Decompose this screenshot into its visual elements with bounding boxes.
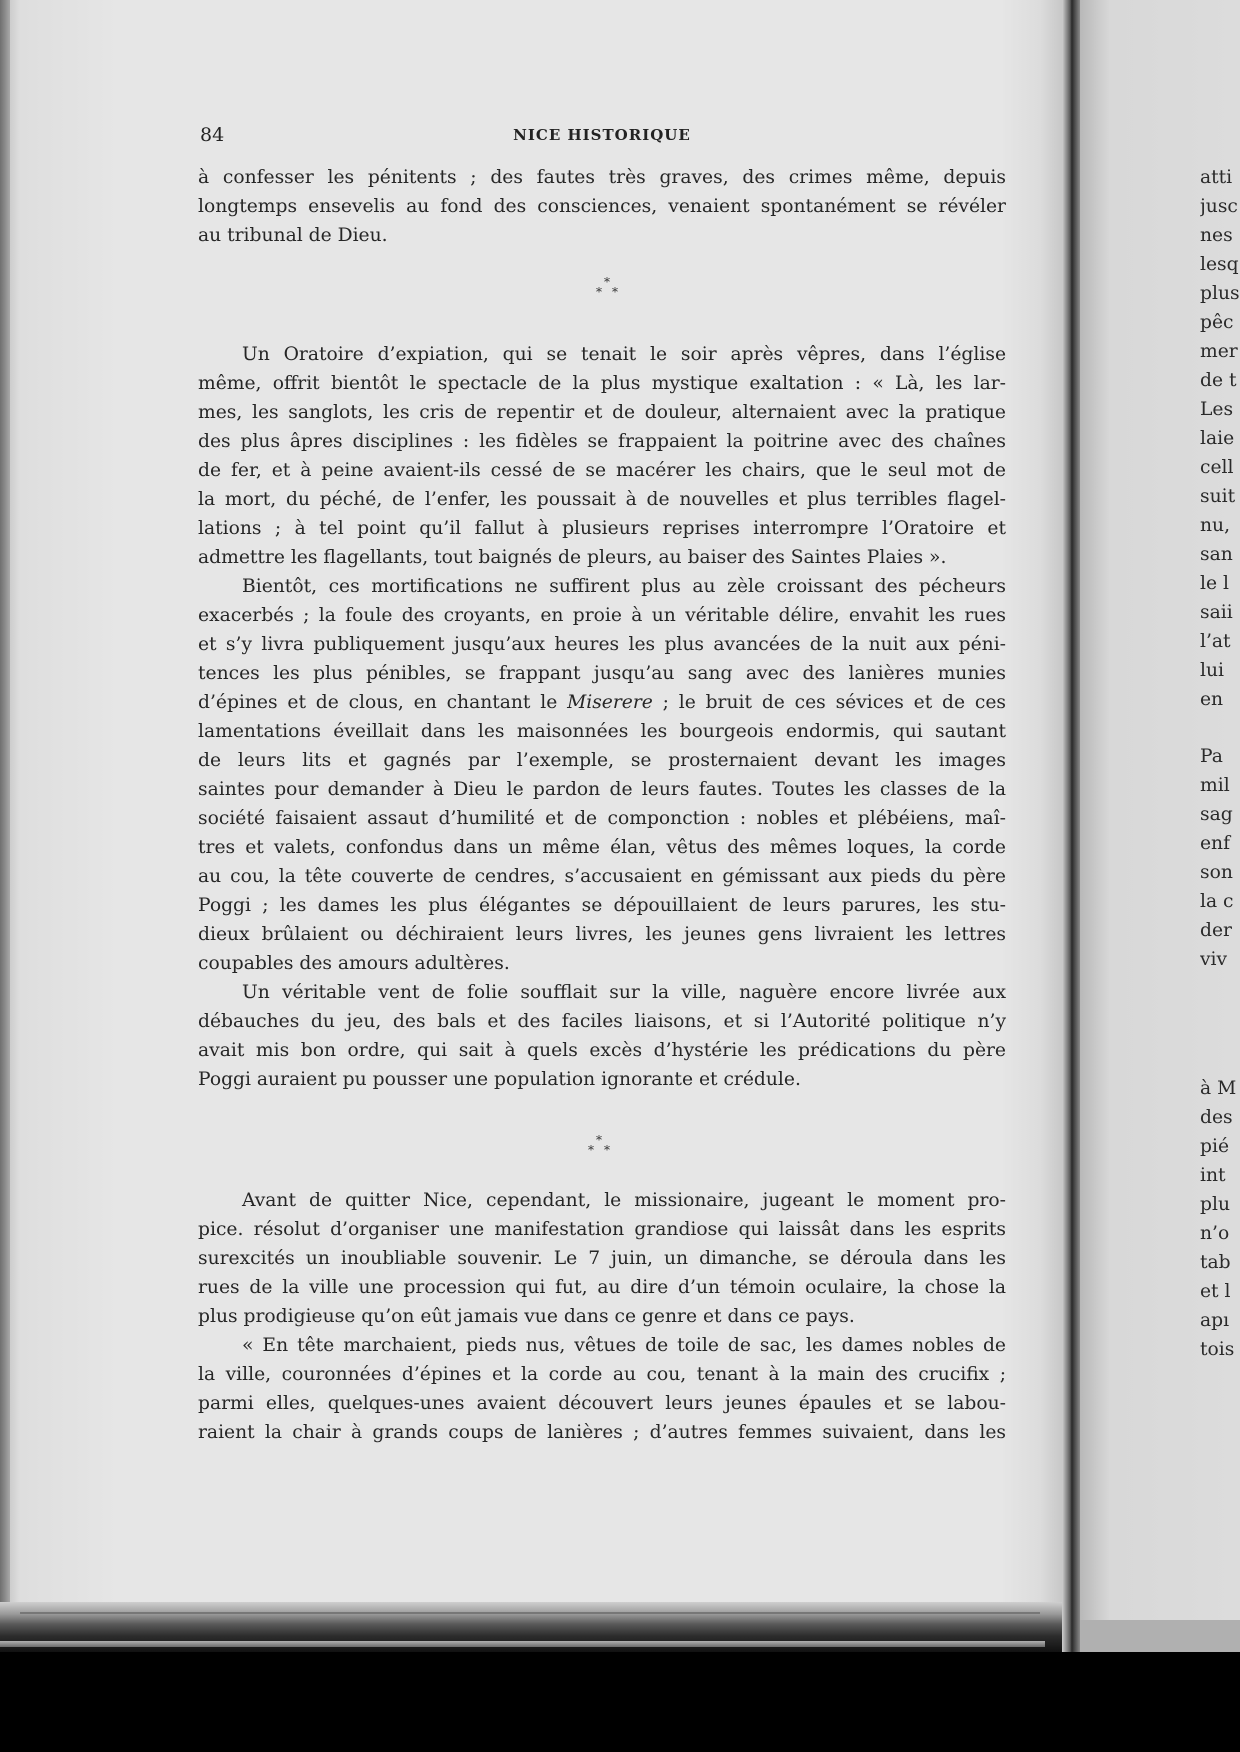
facing-page-fragment: san: [1200, 544, 1233, 565]
text-line: de fer, et à peine avaient-ils cessé de se macérer les chairs, que le seul mot de: [198, 460, 1006, 481]
text-line: la ville, couronnées d’épines et la corde au cou, tenant à la main des crucifix ;: [198, 1364, 1006, 1385]
body-text: [198, 163, 1006, 1447]
text-line: au tribunal de Dieu.: [198, 225, 388, 246]
text-line: mes, les sanglots, les cris de repentir et de douleur, alternaient avec la pratique: [198, 402, 1006, 423]
text-line: pice. résolut d’organiser une manifestation grandiose qui laissât dans les esprits: [198, 1219, 1006, 1240]
text-line: même, offrit bientôt le spectacle de la plus mystique exaltation : « Là, les lar-: [198, 373, 1006, 394]
running-head: NICE HISTORIQUE: [513, 126, 691, 144]
page-left-edge: [0, 0, 10, 1652]
facing-page-fragment: en: [1200, 689, 1224, 710]
page-bottom-rule-lower: [0, 1641, 1045, 1647]
text-line: Poggi auraient pu pousser une population ignorante et crédule.: [198, 1069, 801, 1090]
paragraph-en-tete: [198, 1331, 1006, 1447]
paragraph-oratoire: [198, 340, 1006, 572]
asterism-star: *: [596, 285, 602, 299]
facing-page-fragment: sag: [1200, 804, 1233, 825]
text-line: Poggi ; les dames les plus élégantes se dépouillaient de leurs parures, les stu-: [198, 895, 1006, 916]
text-line: Avant de quitter Nice, cependant, le missionaire, jugeant le moment pro-: [242, 1190, 1006, 1211]
italic-miserere: Miserere: [567, 692, 653, 713]
facing-page-fragment: der: [1200, 920, 1232, 941]
page-header: [200, 124, 1004, 148]
facing-page-fragment: le l: [1200, 573, 1229, 594]
facing-page-fragment: tois: [1200, 1339, 1235, 1360]
page-bottom-rule: [20, 1612, 1040, 1614]
text-line: à confesser les pénitents ; des fautes très graves, des crimes même, depuis: [198, 167, 1006, 188]
paragraph-folie: [198, 978, 1006, 1094]
text-line: dieux brûlaient ou déchiraient leurs livres, les jeunes gens livraient les lettres: [198, 924, 1006, 945]
facing-page-fragment: pêc: [1200, 312, 1234, 333]
facing-page-fragment: des: [1200, 1107, 1233, 1128]
text-line: admettre les flagellants, tout baignés de pleurs, au baiser des Saintes Plaies ».: [198, 547, 947, 568]
paragraph-mortifications: [198, 572, 1006, 978]
text-line: Bientôt, ces mortifications ne suffirent plus au zèle croissant des pécheurs: [242, 576, 1006, 597]
text-line: tences les plus pénibles, se frappant jusqu’au sang avec des lanières munies: [198, 663, 1006, 684]
facing-page-fragment: n’o: [1200, 1223, 1230, 1244]
facing-page-fragment: l’at: [1200, 631, 1231, 652]
text-line: surexcités un inoubliable souvenir. Le 7 juin, un dimanche, se déroula dans les: [198, 1248, 1006, 1269]
text-line: tres et valets, confondus dans un même élan, vêtus des mêmes loques, la corde: [198, 837, 1006, 858]
facing-page-fragment: et l: [1200, 1281, 1231, 1302]
asterism-star: *: [604, 1143, 610, 1157]
text-line: exacerbés ; la foule des croyants, en proie à un véritable délire, envahit les rues: [198, 605, 1006, 626]
text-line: parmi elles, quelques-unes avaient découvert leurs jeunes épaules et se labou-: [198, 1393, 1006, 1414]
text-line-miserere: [198, 688, 1006, 717]
text-line: société faisaient assaut d’humilité et de componction : nobles et plébéiens, maî-: [198, 808, 1006, 829]
facing-page-fragment: à M: [1200, 1078, 1237, 1099]
text-line: au cou, la tête couverte de cendres, s’accusaient en gémissant aux pieds du père: [198, 866, 1006, 887]
text-line: Un véritable vent de folie soufflait sur la ville, naguère encore livrée aux: [242, 982, 1006, 1003]
facing-page-fragment: tab: [1200, 1252, 1231, 1273]
facing-page-fragment: int: [1200, 1165, 1226, 1186]
asterism-star: *: [596, 1133, 602, 1147]
facing-page-fragment: suit: [1200, 486, 1236, 507]
text-line: Un Oratoire d’expiation, qui se tenait le soir après vêpres, dans l’église: [242, 344, 1006, 365]
text-line: lamentations éveillait dans les maisonnées les bourgeois endormis, qui sautant: [198, 721, 1006, 742]
text-line: et s’y livra publiquement jusqu’aux heures les plus avancées de la nuit aux péni-: [198, 634, 1006, 655]
paragraph-continuation: [198, 163, 1006, 250]
text-line: rues de la ville une procession qui fut, au dire d’un témoin oculaire, la chose la: [198, 1277, 1006, 1298]
text-line: coupables des amours adultères.: [198, 953, 510, 974]
facing-page-fragment: viv: [1200, 949, 1228, 970]
book-gutter: [1062, 0, 1080, 1652]
facing-page-fragment: apı: [1200, 1310, 1230, 1331]
facing-page-fragment: de t: [1200, 370, 1237, 391]
facing-page-fragment: cell: [1200, 457, 1234, 478]
facing-page-fragment: atti: [1200, 167, 1233, 188]
facing-page-fragment: saii: [1200, 602, 1233, 623]
facing-page-fragment: enf: [1200, 833, 1231, 854]
text-line: plus prodigieuse qu’on eût jamais vue dans ce genre et dans ce pays.: [198, 1306, 855, 1327]
paragraph-procession: [198, 1186, 1006, 1331]
facing-page-fragment: plu: [1200, 1194, 1230, 1215]
section-break-asterism: [198, 250, 1006, 340]
section-break-asterism: [198, 1094, 1006, 1186]
text-run: d’épines et de clous, en chantant le: [198, 692, 568, 713]
facing-page-text: [1200, 0, 1240, 1620]
text-line: avait mis bon ordre, qui sait à quels excès d’hystérie les prédications du père: [198, 1040, 1006, 1061]
asterism-star: *: [588, 1143, 594, 1157]
text-line: saintes pour demander à Dieu le pardon de leurs fautes. Toutes les classes de la: [198, 779, 1006, 800]
facing-page-fragment: laie: [1200, 428, 1235, 449]
facing-page-fragment: pié: [1200, 1136, 1229, 1157]
text-line: « En tête marchaient, pieds nus, vêtues de toile de sac, les dames nobles de: [242, 1335, 1006, 1356]
text-line: lations ; à tel point qu’il fallut à plusieurs reprises interrompre l’Oratoire et: [198, 518, 1006, 539]
facing-page-fragment: mil: [1200, 775, 1230, 796]
asterism-star: *: [604, 275, 610, 289]
facing-page-fragment: Pa: [1200, 746, 1223, 767]
text-line: raient la chair à grands coups de lanières ; d’autres femmes suivaient, dans les: [198, 1422, 1006, 1443]
text-line: de leurs lits et gagnés par l’exemple, se prosternaient devant les images: [198, 750, 1006, 771]
facing-page-fragment: son: [1200, 862, 1233, 883]
facing-page-fragment: lui: [1200, 660, 1224, 681]
text-run: ; le bruit de ces sévices et de ces: [652, 692, 1006, 713]
facing-page-fragment: nu,: [1200, 515, 1231, 536]
asterism-star: *: [612, 285, 618, 299]
text-line: la mort, du péché, de l’enfer, les poussait à de nouvelles et plus terribles flagel-: [198, 489, 1006, 510]
page-number: 84: [200, 124, 225, 146]
text-line: débauches du jeu, des bals et des faciles liaisons, et si l’Autorité politique n’y: [198, 1011, 1006, 1032]
facing-page-fragment: mer: [1200, 341, 1238, 362]
facing-page-fragment: Les: [1200, 399, 1234, 420]
facing-page-fragment: la c: [1200, 891, 1234, 912]
facing-page-fragment: nes: [1200, 225, 1233, 246]
facing-page-fragment: lesq: [1200, 254, 1239, 275]
facing-page-fragment: plus: [1200, 283, 1240, 304]
text-line: des plus âpres disciplines : les fidèles se frappaient la poitrine avec des chaînes: [198, 431, 1006, 452]
facing-page-fragment: jusc: [1200, 196, 1238, 217]
text-line: longtemps ensevelis au fond des consciences, venaient spontanément se révéler: [198, 196, 1006, 217]
